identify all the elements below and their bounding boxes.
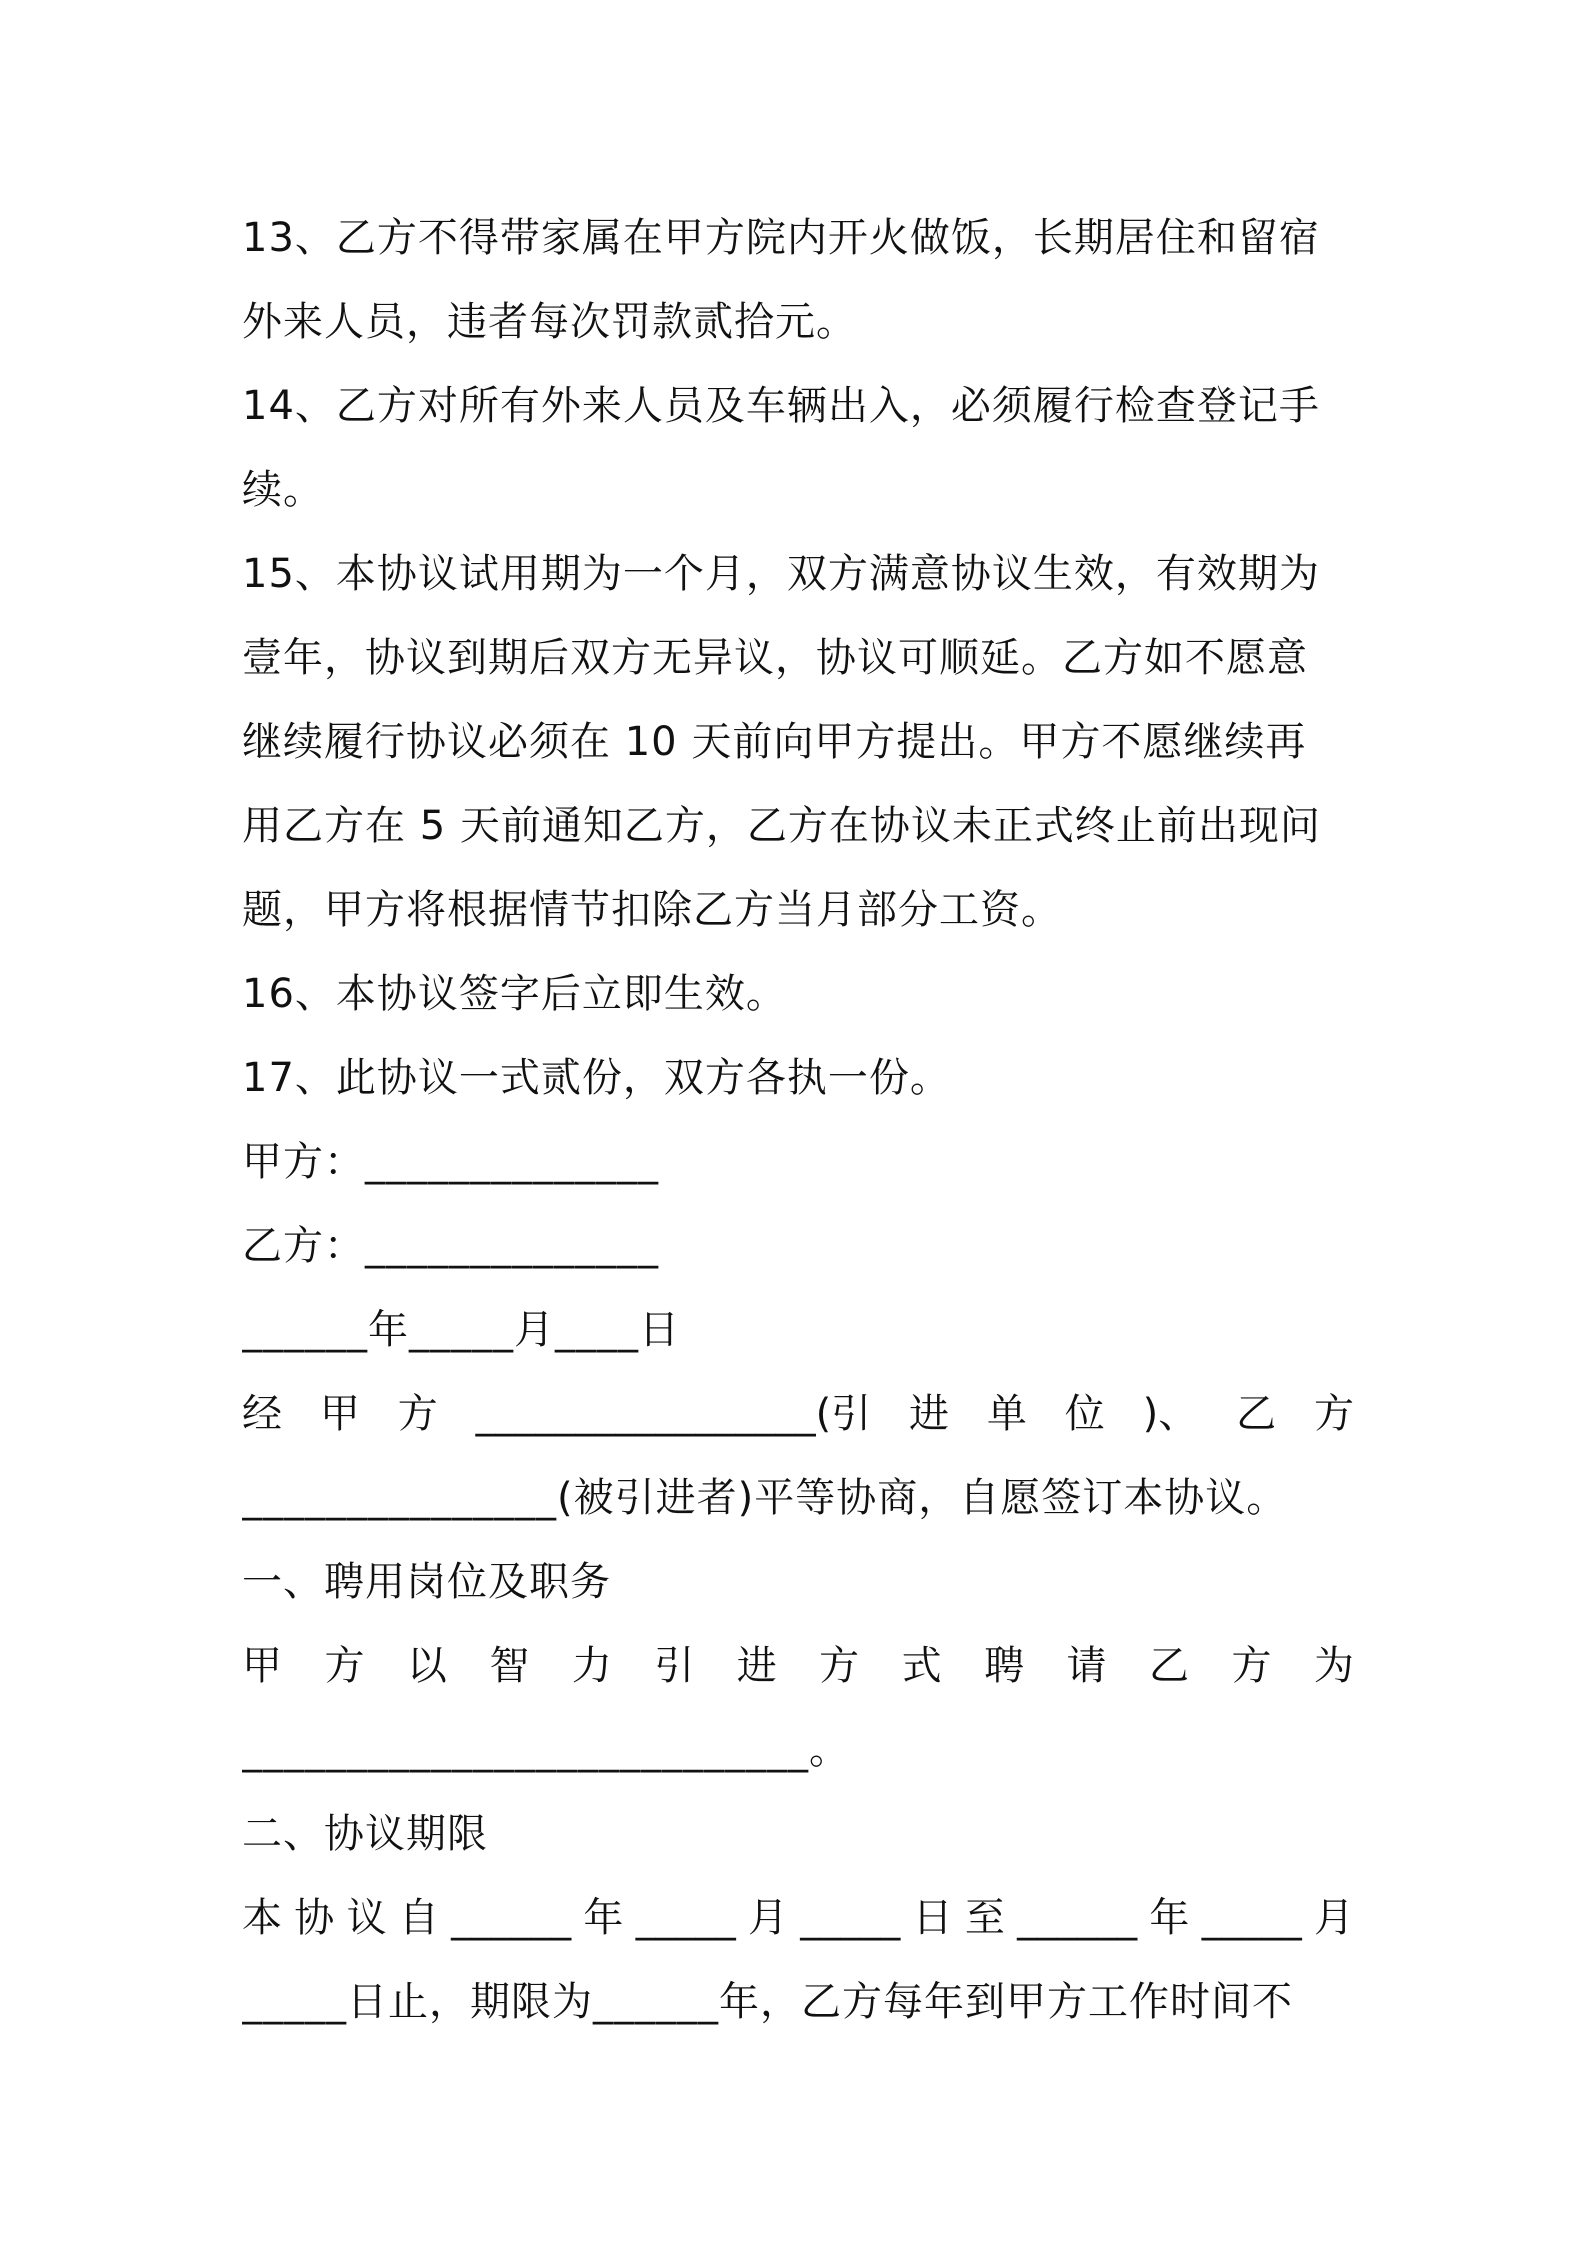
section-heading: 二、协议期限 [242, 1811, 488, 1857]
party-a-signature-line: 甲方：______________ [242, 1139, 659, 1185]
text-line: 续。 [242, 467, 324, 513]
party-b-signature-line: 乙方：______________ [242, 1223, 659, 1269]
section-heading: 一、聘用岗位及职务 [242, 1559, 611, 1605]
date-line: ______年_____月____日 [242, 1307, 680, 1353]
document-page [242, 196, 1354, 2044]
text-line: 13、乙方不得带家属在甲方院内开火做饭，长期居住和留宿 [242, 215, 1320, 261]
text-line: 外来人员，违者每次罚款贰拾元。 [242, 299, 857, 345]
section1-line-1: 甲 方 以 智 力 引 进 方 式 聘 请 乙 方 为 [242, 1643, 1354, 1689]
text-line: 14、乙方对所有外来人员及车辆出入，必须履行检查登记手 [242, 383, 1320, 429]
section2-line-2: _____日止，期限为______年，乙方每年到甲方工作时间不 [242, 1979, 1293, 2025]
text-line: 16、本协议签字后立即生效。 [242, 971, 787, 1017]
text-line: 题，甲方将根据情节扣除乙方当月部分工资。 [242, 887, 1062, 933]
section1-line-2: ___________________________。 [242, 1727, 850, 1773]
text-line: 用乙方在 5 天前通知乙方，乙方在协议未正式终止前出现问 [242, 803, 1321, 849]
intro-line-1: 经 甲 方 _________________(引 进 单 位 )、 乙 方 [242, 1391, 1354, 1437]
section2-line-1: 本协议自______年_____月_____日至______年_____月 [242, 1895, 1354, 1941]
text-line: 17、此协议一式贰份，双方各执一份。 [242, 1055, 951, 1101]
text-line: 壹年，协议到期后双方无异议，协议可顺延。乙方如不愿意 [242, 635, 1308, 681]
text-line: 继续履行协议必须在 10 天前向甲方提出。甲方不愿继续再 [242, 719, 1307, 765]
text-line: 15、本协议试用期为一个月，双方满意协议生效，有效期为 [242, 551, 1320, 597]
intro-line-2: _______________(被引进者)平等协商，自愿签订本协议。 [242, 1475, 1288, 1521]
